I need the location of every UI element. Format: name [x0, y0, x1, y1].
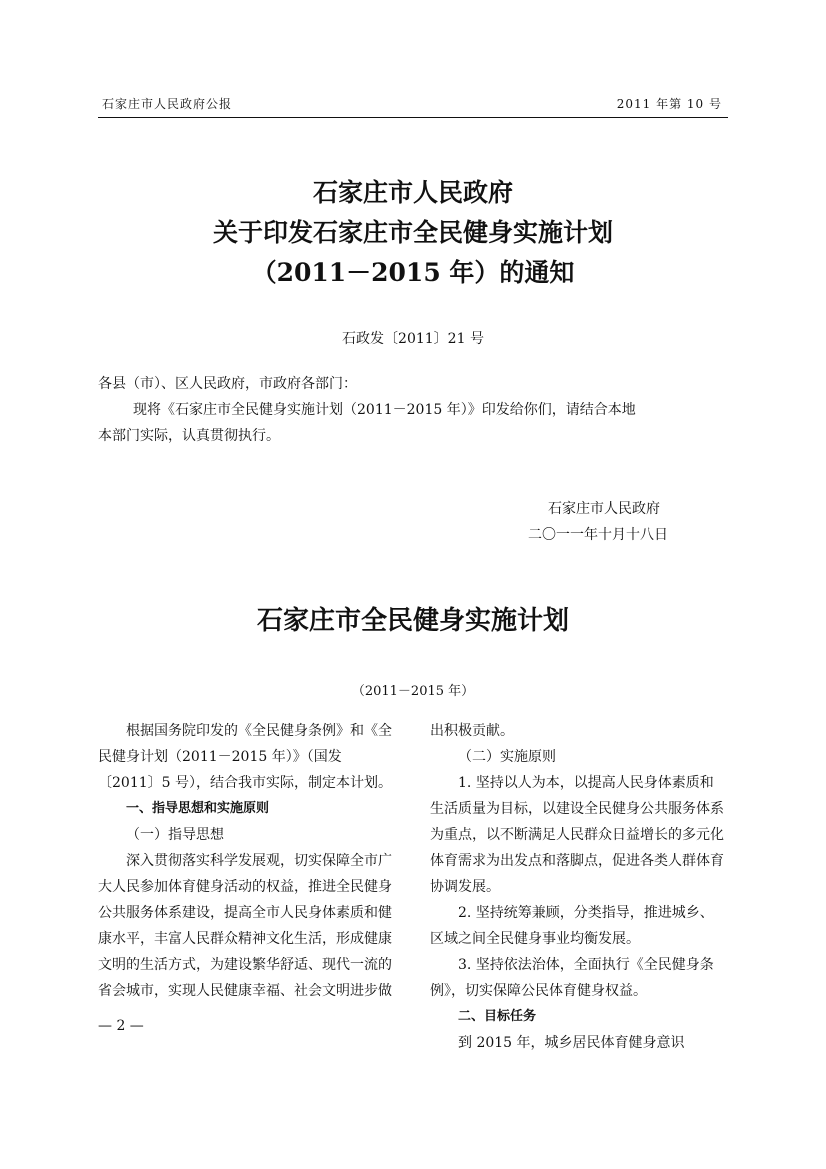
page-number: — 2 —: [98, 1018, 144, 1034]
plan-subtitle: （2011－2015 年）: [351, 684, 475, 699]
principle-1: 1. 坚持以人为本，以提高人民身体素质和生活质量为目标，以建设全民健身公共服务体系为重点，以不断满足人民群众日益增长的多元化体育需求为出发点和落脚点，促进各类人群体育协调发展。: [430, 775, 724, 895]
continuation-text: 出积极贡献。: [430, 723, 514, 739]
running-header: [98, 95, 728, 118]
plan-title: 石家庄市全民健身实施计划: [256, 606, 569, 636]
notice-title-line3: （2011－2015 年）的通知: [251, 258, 575, 287]
notice-title-line2: 关于印发石家庄市全民健身实施计划: [212, 218, 613, 247]
notice-body-line2: 本部门实际，认真贯彻执行。: [98, 428, 280, 444]
section1-heading: 一、指导思想和实施原则: [126, 801, 270, 816]
notice-body-line1: 现将《石家庄市全民健身实施计划（2011－2015 年）》印发给你们，请结合本地: [133, 402, 636, 418]
signature-date: 二〇一一年十月十八日: [528, 527, 668, 543]
document-number: 石政发〔2011〕21 号: [342, 331, 484, 347]
addressee: 各县（市）、区人民政府，市政府各部门：: [98, 376, 357, 392]
left-column: [98, 718, 393, 1004]
plan-intro: 根据国务院印发的《全民健身条例》和《全民健身计划（2011－2015 年）》（国发〔2011〕5 号），结合我市实际，制定本计划。: [98, 723, 392, 791]
notice-title-line1: 石家庄市人民政府: [312, 178, 513, 207]
right-column: [430, 718, 725, 1056]
section2-heading: 二、目标任务: [458, 1009, 537, 1024]
principle-3: 3. 坚持依法治体，全面执行《全民健身条例》，切实保障公民体育健身权益。: [430, 957, 714, 999]
signature-org: 石家庄市人民政府: [548, 501, 660, 517]
sub1-heading: （一）指导思想: [126, 827, 224, 843]
section2-text: 到 2015 年，城乡居民体育健身意识: [458, 1035, 685, 1051]
sub2-heading: （二）实施原则: [458, 749, 556, 765]
gazette-name: 石家庄市人民政府公报: [102, 97, 233, 111]
issue-number: 2011 年第 10 号: [616, 97, 722, 111]
sub1-text: 深入贯彻落实科学发展观，切实保障全市广大人民参加体育健身活动的权益，推进全民健身公共服务体系建设，提高全市人民身体素质和健康水平，丰富人民群众精神文化生活，形成健康文明的生活方式，为建设繁华舒适、现代一流的省会城市，实现人民健康幸福、社会文明进步做: [98, 853, 392, 999]
principle-2: 2. 坚持统筹兼顾，分类指导，推进城乡、区域之间全民健身事业均衡发展。: [430, 905, 714, 947]
